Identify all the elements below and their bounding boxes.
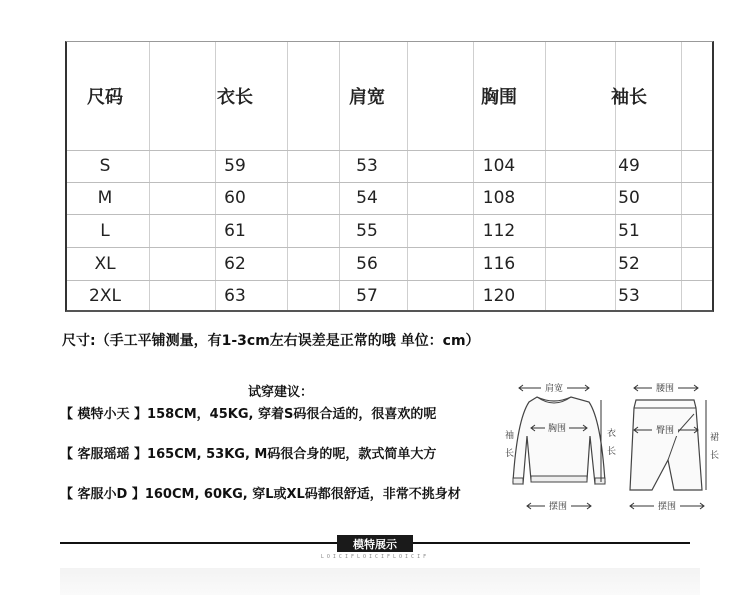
table-cell: 60 — [224, 188, 246, 208]
model-note: 【 客服瑶瑶 】165CM, 53KG, M码很合身的呢，款式简单大方 — [60, 447, 437, 462]
svg-text:长: 长 — [505, 449, 515, 459]
table-cell: 49 — [618, 156, 640, 176]
header-shoulder: 肩宽 — [349, 87, 385, 108]
footer-divider-right — [413, 542, 690, 544]
waist-label: 腰围 — [655, 384, 675, 394]
table-cell: 112 — [482, 220, 516, 241]
table-cell: 57 — [356, 285, 378, 306]
chest-label: 胸围 — [547, 424, 567, 434]
measurement-note: 尺寸:（手工平铺测量，有1-3cm左右误差是正常的哦 单位：cm） — [62, 333, 480, 349]
skirt-length-label: 裙 — [710, 433, 720, 443]
svg-text:长: 长 — [710, 451, 720, 461]
header-chest: 胸围 — [481, 87, 517, 108]
table-cell: 51 — [618, 220, 640, 241]
table-cell: S — [99, 156, 111, 176]
table-cell: 116 — [482, 253, 516, 274]
size-table — [65, 41, 714, 312]
model-showcase-subtitle: LOICIFLOICIFLOICIF — [320, 554, 430, 560]
header-length: 衣长 — [217, 87, 253, 108]
table-cell: 55 — [356, 220, 378, 241]
table-cell: L — [100, 220, 110, 241]
length-label: 衣 — [607, 429, 617, 439]
table-cell: 120 — [482, 285, 516, 306]
photo-area-top — [60, 568, 700, 595]
skirt-measure-diagram — [622, 372, 722, 522]
svg-text:长: 长 — [607, 447, 617, 457]
model-note: 【 模特小天 】158CM，45KG, 穿着S码很合适的，很喜欢的呢 — [60, 407, 437, 422]
table-cell: 53 — [618, 285, 640, 306]
table-cell: 54 — [356, 188, 378, 208]
skirt-hem-label: 摆围 — [657, 502, 677, 512]
table-cell: 52 — [618, 253, 640, 274]
table-cell: 59 — [224, 156, 246, 176]
model-note: 【 客服小D 】160CM, 60KG, 穿L或XL码都很舒适，非常不挑身材 — [60, 487, 461, 502]
header-sleeve: 袖长 — [611, 87, 647, 108]
try-on-title: 试穿建议： — [248, 385, 314, 400]
top-measure-diagram — [497, 372, 617, 522]
table-cell: 62 — [224, 253, 246, 274]
table-cell: 104 — [482, 156, 516, 176]
header-size: 尺码 — [87, 87, 123, 108]
footer-divider-left — [60, 542, 337, 544]
table-cell: 63 — [224, 285, 246, 306]
hip-label: 臀围 — [655, 426, 675, 436]
table-cell: 56 — [356, 253, 378, 274]
table-cell: XL — [94, 253, 116, 274]
hem-label: 摆围 — [548, 502, 568, 512]
table-cell: M — [97, 188, 113, 208]
table-cell: 108 — [482, 188, 516, 208]
shoulder-label: 肩宽 — [544, 384, 564, 394]
table-cell: 53 — [356, 156, 378, 176]
sleeve-label: 袖 — [505, 431, 515, 441]
table-cell: 2XL — [89, 285, 121, 306]
table-cell: 61 — [224, 220, 246, 241]
model-showcase-title: 模特展示 — [337, 535, 413, 552]
table-cell: 50 — [618, 188, 640, 208]
